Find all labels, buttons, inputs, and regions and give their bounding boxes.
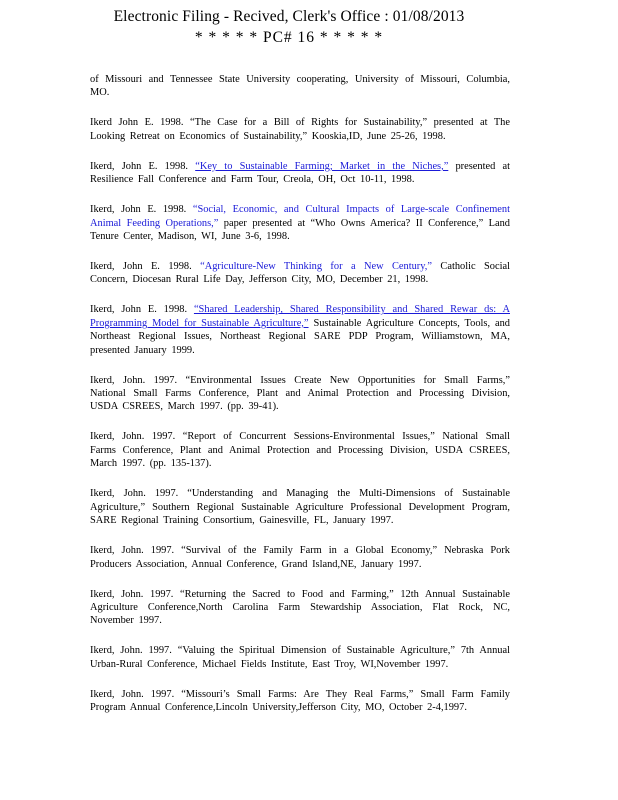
- citation-text: Ikerd, John. 1997. “Understanding and Managing the Multi-Dimensions of Sustainable Agriculture,” Southern Regional Sustainable Agriculture Professional Development Program, SARE Regional Training Consortium, Gainesville, FL, January 1997.: [90, 488, 510, 527]
- bibliography-entry: [90, 544, 510, 571]
- bibliography-entry: [90, 73, 510, 100]
- bibliography-entry: [90, 160, 510, 187]
- citation-link[interactable]: “Key to Sustainable Farming; Market in the Niches,”: [195, 160, 449, 172]
- citation-text: Ikerd, John. 1997. “Returning the Sacred to Food and Farming,” 12th Annual Sustainable Agriculture Conference,North Carolina Farm Stewardship Association, Flat Rock, NC, November 1997.: [90, 588, 510, 627]
- citation-title-highlighted: “Agriculture-New Thinking for a New Century,”: [200, 261, 432, 273]
- citation-text: Catholic Social Concern, Diocesan Rural Life Day, Jefferson City, MO, December 21, 1998.: [90, 261, 510, 286]
- bibliography-entry: [90, 260, 510, 287]
- citation-text: Ikerd, John E. 1998.: [90, 304, 194, 316]
- bibliography-entry: [90, 374, 510, 414]
- bibliography-list: [90, 73, 510, 731]
- bibliography-entry: [90, 430, 510, 470]
- citation-text: Sustainable Agriculture Concepts, Tools, and Northeast Regional Issues, Northeast Regional SARE PDP Program, Williamstown, MA, presented January 1999.: [90, 317, 510, 356]
- bibliography-entry: [90, 116, 510, 143]
- citation-text: paper presented at “Who Owns America? II Conference,” Land Tenure Center, Madison, WI, June 3-6, 1998.: [90, 217, 510, 243]
- citation-text: Ikerd, John. 1997. “Missouri’s Small Farms: Are They Real Farms,” Small Farm Family Program Annual Conference,Lincoln University,Jefferson City, MO, October 2-4,1997.: [90, 688, 510, 714]
- bibliography-entry: [90, 203, 510, 243]
- citation-text: Ikerd, John. 1997. “Environmental Issues Create New Opportunities for Small Farms,” National Small Farms Conference, Plant and Animal Protection and Processing Division, USDA CSREES, March 1997. (pp. 39-41).: [90, 374, 510, 413]
- bibliography-entry: [90, 487, 510, 527]
- citation-text: Ikerd, John. 1997. “Valuing the Spiritual Dimension of Sustainable Agriculture,” 7th Annual Urban-Rural Conference, Michael Fields Institute, East Troy, WI,November 1997.: [90, 645, 510, 670]
- pc-number-stamp: * * * * * PC# 16 * * * * *: [194, 29, 384, 46]
- citation-text: Ikerd, John. 1997. “Report of Concurrent Sessions-Environmental Issues,” National Small Farms Conference, Plant and Animal Protection and Processing Division, USDA CSREES, March 1997. (pp. 135-137).: [90, 431, 510, 470]
- bibliography-entry: [90, 688, 510, 715]
- bibliography-entry: [90, 644, 510, 671]
- bibliography-entry: [90, 588, 510, 628]
- citation-text: presented at Resilience Fall Conference and Farm Tour, Creola, OH, Oct 10-11, 1998.: [90, 160, 510, 186]
- citation-text: Ikerd, John E. 1998.: [90, 261, 201, 273]
- citation-text: Ikerd John E. 1998. “The Case for a Bill of Rights for Sustainability,” presented at The Looking Retreat on Economics of Sustainability,” Kooskia,ID, June 25-26, 1998.: [90, 117, 510, 142]
- citation-text: Ikerd, John E. 1998.: [90, 160, 196, 172]
- citation-text: Ikerd, John E. 1998.: [90, 204, 193, 216]
- citation-text: of Missouri and Tennessee State University cooperating, University of Missouri, Columbia, MO.: [90, 74, 510, 99]
- bibliography-entry: [90, 303, 510, 357]
- citation-title-highlighted: “Social, Economic, and Cultural Impacts of Large-scale Confinement Animal Feeding Operations,”: [90, 204, 510, 229]
- citation-text: Ikerd, John. 1997. “Survival of the Family Farm in a Global Economy,” Nebraska Pork Producers Association, Annual Conference, Grand Island,NE, January 1997.: [90, 545, 510, 570]
- citation-link[interactable]: “Shared Leadership, Shared Responsibility and Shared Rewar ds: A Programming Model for Sustainable Agriculture,”: [90, 304, 510, 329]
- filing-stamp-title: Electronic Filing - Recived, Clerk's Office : 01/08/2013: [113, 8, 465, 25]
